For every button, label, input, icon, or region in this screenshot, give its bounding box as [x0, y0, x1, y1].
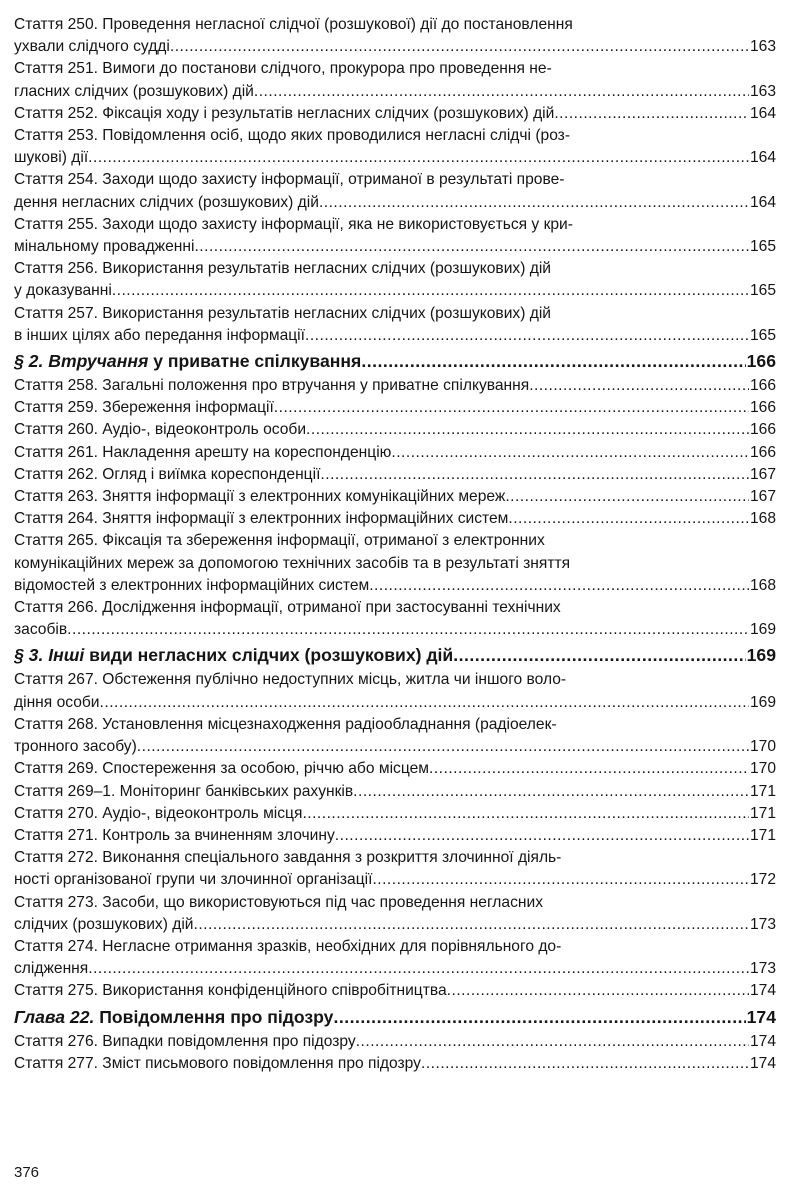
toc-entry-257: [14, 303, 776, 347]
entry-text: комунікаційних мереж за допомогою технічних засобів та в результаті зняття: [14, 554, 571, 572]
dot-leader: [333, 1004, 745, 1031]
toc-entry-256: [14, 258, 776, 302]
toc-entry-260: [14, 419, 776, 441]
page-ref: 166: [749, 421, 776, 439]
entry-text: Стаття 265. Фіксація та збереження інформації, отриманої з електронних: [14, 532, 545, 550]
page-ref: 168: [749, 510, 776, 528]
dot-leader: [372, 869, 749, 891]
dot-leader: [306, 419, 749, 441]
entry-text: Стаття 250. Проведення негласної слідчої (розшукової) дії до постановлення: [14, 16, 573, 33]
dot-leader: [319, 192, 749, 214]
page-ref: 170: [749, 760, 776, 778]
toc-entry-255: [14, 214, 776, 258]
entry-text: Стаття 276. Випадки повідомлення про підозру: [14, 1032, 356, 1050]
entry-text: Стаття 264. Зняття інформації з електронних інформаційних систем: [14, 510, 509, 528]
page-ref: 165: [749, 326, 776, 344]
entry-text: засобів: [14, 621, 68, 639]
toc-entry-264: [14, 508, 776, 530]
page-ref: 163: [749, 82, 776, 100]
entry-text: діння особи: [14, 693, 100, 711]
section-lead: § 3. Інші: [14, 645, 85, 666]
page-ref: 173: [749, 915, 776, 933]
page-ref: 163: [749, 38, 776, 56]
chapter-lead: Глава 22.: [14, 1006, 95, 1027]
page-ref: 174: [749, 1054, 776, 1072]
dot-leader: [112, 280, 749, 302]
entry-text: слідження: [14, 960, 89, 978]
page-ref: 166: [746, 351, 776, 372]
entry-text: Стаття 271. Контроль за вчиненням злочину: [14, 826, 335, 844]
section-title: види негласних слідчих (розшукових) дій: [84, 645, 454, 666]
dot-leader: [194, 914, 749, 936]
dot-leader: [447, 980, 749, 1002]
page-ref: 167: [749, 465, 776, 483]
entry-text: мінальному провадженні: [14, 238, 195, 256]
toc-entry-269: [14, 758, 776, 780]
page-ref: 174: [749, 982, 776, 1000]
entry-text: гласних слідчих (розшукових) дій: [14, 82, 254, 100]
entry-text: Стаття 268. Установлення місцезнаходження радіообладнання (радіоелек-: [14, 715, 557, 733]
toc-entry-258: [14, 375, 776, 397]
section-title: у приватне спілкування: [148, 351, 362, 372]
entry-text: Стаття 261. Накладення арешту на кореспонденцію: [14, 443, 392, 461]
page-ref: 174: [746, 1006, 776, 1027]
entry-text: Стаття 255. Заходи щодо захисту інформації, яка не використовується у кри-: [14, 215, 573, 233]
dot-leader: [67, 619, 749, 641]
entry-text: Стаття 252. Фіксація ходу і результатів негласних слідчих (розшукових) дій: [14, 104, 555, 122]
toc-entry-273: [14, 892, 776, 936]
entry-text: Стаття 275. Використання конфіденційного співробітництва: [14, 982, 447, 1000]
entry-text: Стаття 254. Заходи щодо захисту інформації, отриманої в результаті прове-: [14, 171, 565, 189]
page-ref: 170: [749, 738, 776, 756]
dot-leader: [505, 486, 749, 508]
entry-text: Стаття 258. Загальні положення про втручання у приватне спілкування: [14, 377, 530, 395]
entry-text: відомостей з електронних інформаційних систем: [14, 576, 370, 594]
page-ref: 174: [749, 1032, 776, 1050]
toc-entry-275: [14, 980, 776, 1002]
toc-entry-277: [14, 1053, 776, 1075]
page-ref: 172: [749, 871, 776, 889]
entry-text: Стаття 274. Негласне отримання зразків, необхідних для порівняльного до-: [14, 937, 562, 955]
entry-text: Стаття 263. Зняття інформації з електронних комунікаційних мереж: [14, 488, 506, 506]
entry-text: тронного засобу): [14, 738, 137, 756]
entry-text: Стаття 259. Збереження інформації: [14, 399, 274, 417]
dot-leader: [88, 958, 749, 980]
entry-text: Стаття 256. Використання результатів негласних слідчих (розшукових) дій: [14, 260, 552, 278]
page-ref: 165: [749, 238, 776, 256]
entry-text: у доказуванні: [14, 282, 112, 300]
dot-leader: [194, 236, 749, 258]
toc-entry-259: [14, 397, 776, 419]
entry-text: шукові) дії: [14, 149, 89, 167]
dot-leader: [361, 348, 745, 375]
dot-leader: [391, 442, 749, 464]
toc-entry-274: [14, 936, 776, 980]
dot-leader: [453, 642, 745, 669]
dot-leader: [335, 825, 749, 847]
dot-leader: [274, 397, 749, 419]
page-ref: 168: [749, 576, 776, 594]
toc-entry-269-1: [14, 781, 776, 803]
page-ref: 166: [749, 443, 776, 461]
page-number: 376: [14, 1164, 40, 1181]
entry-text: Стаття 262. Огляд і виїмка кореспонденції: [14, 465, 321, 483]
dot-leader: [305, 325, 749, 347]
dot-leader: [529, 375, 749, 397]
toc-entry-252: [14, 103, 776, 125]
dot-leader: [421, 1053, 749, 1075]
entry-text: Стаття 269. Спостереження за особою, річчю або місцем: [14, 760, 429, 778]
chapter-title: Повідомлення про підозру: [94, 1006, 334, 1027]
toc-entry-271: [14, 825, 776, 847]
page-ref: 169: [749, 621, 776, 639]
entry-text: Стаття 273. Засоби, що використовуються під час проведення негласних: [14, 893, 543, 911]
page-ref: 164: [749, 193, 776, 211]
toc-entry-265: [14, 530, 776, 597]
dot-leader: [508, 508, 749, 530]
section-heading-2: [14, 348, 776, 375]
dot-leader: [320, 464, 749, 486]
toc-entry-263: [14, 486, 776, 508]
entry-text: Стаття 251. Вимоги до постанови слідчого, прокурора про проведення не-: [14, 60, 552, 78]
page-ref: 171: [749, 826, 776, 844]
entry-text: ухвали слідчого судді: [14, 38, 170, 56]
dot-leader: [302, 803, 749, 825]
dot-leader: [369, 575, 749, 597]
dot-leader: [554, 103, 749, 125]
entry-text: Стаття 253. Повідомлення осіб, щодо яких проводилися негласні слідчі (роз-: [14, 127, 571, 145]
toc-entry-268: [14, 714, 776, 758]
toc-entry-270: [14, 803, 776, 825]
page-ref: 171: [749, 804, 776, 822]
dot-leader: [353, 781, 749, 803]
section-heading-3: [14, 642, 776, 669]
dot-leader: [356, 1031, 749, 1053]
chapter-heading-22: [14, 1004, 776, 1031]
entry-text: в інших цілях або передання інформації: [14, 326, 305, 344]
page-ref: 169: [749, 693, 776, 711]
page-ref: 164: [749, 104, 776, 122]
entry-text: Стаття 257. Використання результатів негласних слідчих (розшукових) дій: [14, 304, 552, 322]
toc-entry-261: [14, 442, 776, 464]
dot-leader: [100, 692, 749, 714]
page-ref: 166: [749, 377, 776, 395]
section-lead: § 2. Втручання: [14, 351, 149, 372]
dot-leader: [254, 81, 749, 103]
toc-entry-266: [14, 597, 776, 641]
toc-entry-267: [14, 669, 776, 713]
dot-leader: [429, 758, 749, 780]
toc-entry-262: [14, 464, 776, 486]
entry-text: Стаття 269–1. Моніторинг банківських рахунків: [14, 782, 354, 800]
toc-entry-251: [14, 58, 776, 102]
toc-entry-276: [14, 1031, 776, 1053]
table-of-contents: [14, 14, 776, 1075]
entry-text: Стаття 272. Виконання спеціального завдання з розкриття злочинної діяль-: [14, 849, 562, 867]
dot-leader: [137, 736, 749, 758]
entry-text: Стаття 267. Обстеження публічно недоступних місць, житла чи іншого воло-: [14, 671, 567, 689]
entry-text: Стаття 277. Зміст письмового повідомлення про підозру: [14, 1054, 421, 1072]
entry-text: ності організованої групи чи злочинної організації: [14, 871, 373, 889]
toc-entry-250: [14, 14, 776, 58]
entry-text: Стаття 260. Аудіо-, відеоконтроль особи: [14, 421, 307, 439]
dot-leader: [170, 36, 749, 58]
page-ref: 169: [746, 645, 776, 666]
page-ref: 165: [749, 282, 776, 300]
page-ref: 166: [749, 399, 776, 417]
page-ref: 171: [749, 782, 776, 800]
entry-text: Стаття 270. Аудіо-, відеоконтроль місця: [14, 804, 303, 822]
toc-entry-253: [14, 125, 776, 169]
page-ref: 167: [749, 488, 776, 506]
page-ref: 173: [749, 960, 776, 978]
entry-text: дення негласних слідчих (розшукових) дій: [14, 193, 319, 211]
entry-text: слідчих (розшукових) дій: [14, 915, 194, 933]
entry-text: Стаття 266. Дослідження інформації, отриманої при застосуванні технічних: [14, 599, 561, 617]
page-ref: 164: [749, 149, 776, 167]
dot-leader: [88, 147, 749, 169]
toc-entry-272: [14, 847, 776, 891]
toc-entry-254: [14, 169, 776, 213]
